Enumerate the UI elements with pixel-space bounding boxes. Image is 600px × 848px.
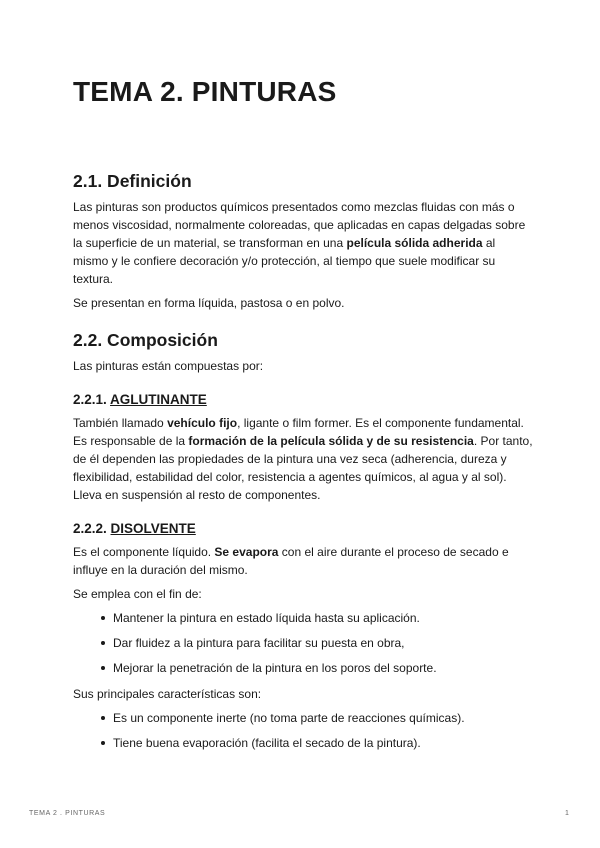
footer-title: TEMA 2 . PINTURAS (29, 810, 106, 817)
text-run: Es el componente líquido. (73, 545, 215, 559)
section-disolvente (73, 520, 533, 752)
list-item: Dar fluidez a la pintura para facilitar su puesta en obra, (73, 634, 533, 652)
presentation-paragraph: Se presentan en forma líquida, pastosa o en polvo. (73, 296, 345, 310)
list-item: Mejorar la penetración de la pintura en los poros del soporte. (73, 659, 533, 677)
text-run: al mismo y le confiere decoración y/o protección, al tiempo que suele modificar su textura. (73, 236, 496, 286)
text-run: También llamado (73, 416, 168, 430)
section-composicion (73, 329, 533, 375)
bold-term: formación de la película sólida y de su resistencia (188, 434, 474, 448)
aglutinante-paragraph (73, 414, 533, 504)
characteristics-intro: Sus principales características son: (73, 687, 262, 701)
text-run: con el aire durante el proceso de secado e influye en la duración del mismo. (73, 545, 509, 577)
text-run: Las pinturas son productos químicos presentados como mezclas fluidas con más o menos viscosidad, normalmente coloreadas, que aplicadas en capas delgadas sobre la superficie de un material, se transforman en una (73, 200, 526, 250)
bold-term: vehículo fijo (167, 416, 238, 430)
purpose-list (73, 609, 533, 677)
text-run: , ligante o film former. Es el componente fundamental. Es responsable de la (73, 416, 524, 448)
section-heading-definicion: 2.1. Definición (73, 171, 192, 191)
subsection-heading-aglutinante (73, 391, 533, 409)
section-definicion (73, 170, 533, 312)
page-title: TEMA 2. PINTURAS (73, 76, 337, 107)
text-run: . Por tanto, de él dependen las propiedades de la pintura una vez seca (adherencia, dureza y flexibilidad, estabilidad del color, resistencia a agentes químicos, al agua y al sol). Lleva en suspensión al resto de componentes. (73, 434, 533, 502)
subsection-heading-disolvente (73, 520, 533, 538)
list-item: Tiene buena evaporación (facilita el secado de la pintura). (73, 734, 533, 752)
heading-name: AGLUTINANTE (110, 392, 207, 407)
page-number: 1 (565, 810, 569, 817)
characteristics-list (73, 709, 533, 752)
list-item: Es un componente inerte (no toma parte de reacciones químicas). (73, 709, 533, 727)
purpose-intro: Se emplea con el fin de: (73, 587, 202, 601)
heading-number: 2.2.2. (73, 521, 111, 536)
bold-term: Se evapora (214, 545, 279, 559)
section-aglutinante (73, 391, 533, 504)
heading-name: DISOLVENTE (110, 521, 196, 536)
bold-term: película sólida adherida (346, 236, 483, 250)
definicion-paragraph (73, 198, 533, 288)
composicion-intro: Las pinturas están compuestas por: (73, 359, 264, 373)
heading-number: 2.2.1. (73, 392, 111, 407)
section-heading-composicion: 2.2. Composición (73, 330, 218, 350)
list-item: Mantener la pintura en estado líquida hasta su aplicación. (73, 609, 533, 627)
disolvente-paragraph (73, 543, 533, 579)
